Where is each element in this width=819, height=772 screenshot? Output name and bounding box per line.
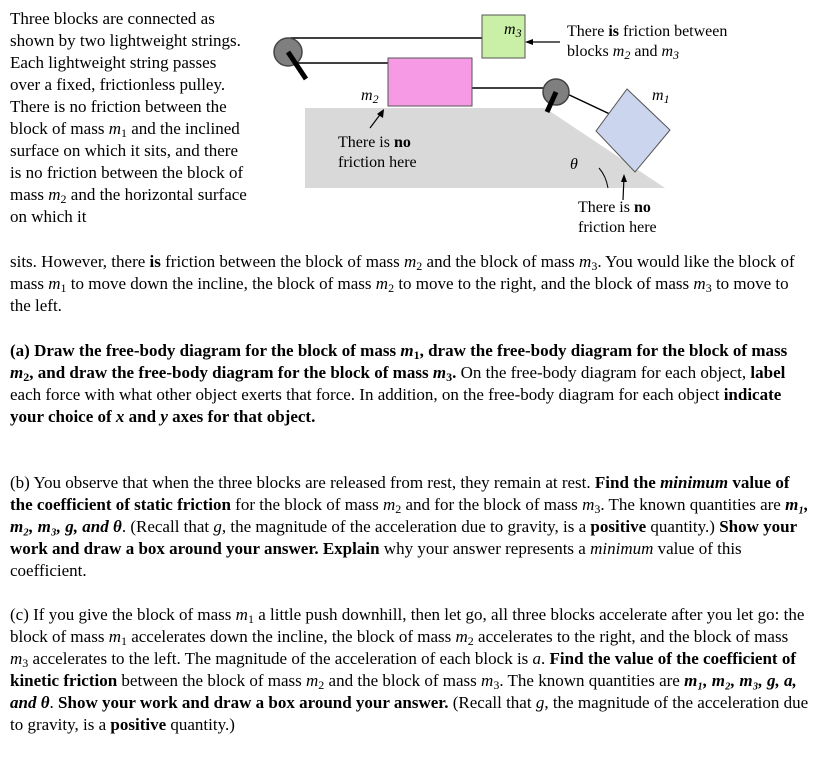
intro-column: Three blocks are connected as shown by two lightweight strings. Each lightweight string passes over a fixed, frictionless pulley. There is no friction between the block of mass $m_1$ and the inclined surface on which it sits, and there is no friction between the block of mass $m_2$ and the horizontal surface on which it — [10, 9, 247, 226]
question-c: (c) If you give the block of mass $m_1$ a little push downhill, then let go, all three blocks accelerate after you let go: the block of mass $m_1$ accelerates down the incline, the block of mass $m_2$ accelerates to the right, and the block of mass $m_3$ accelerates to the left. The magnitude of the acceleration of each block is a. Find the value of the coefficient of kinetic friction between the block of mass $m_2$ and the block of mass $m_3$. The known quantities are m₁, m₂, m₃, g, a, and θ. Show your work and draw a box around your answer. (Recall that g, the magnitude of the acceleration due to gravity, is a positive quantity.) — [10, 605, 809, 734]
question-a: (a) Draw the free-body diagram for the block of mass $m_1$, draw the free-body diagram for the block of mass $m_2$, and draw the free-body diagram for the block of mass $m_3$. On the free-body diagram for each object, label each force with what other object exerts that force. In addition, on the free-body diagram for each object indicate your choice of x and y axes for that object. — [10, 341, 788, 426]
block-m2 — [388, 58, 472, 106]
question-b: (b) You observe that when the three blocks are released from rest, they remain at rest. Find the minimum value of the coefficient of static friction for the block of mass $m_2$ and for the block of mass $m_3$. The known quantities are m₁, m₂, m₃, g, and θ. (Recall that g, the magnitude of the acceleration due to gravity, is a positive quantity.) Show your work and draw a box around your answer. Explain why your answer represents a minimum value of this coefficient. — [10, 473, 809, 580]
note-friction-m2-m3: There is friction between blocks $m_2$ and $m_3$ — [567, 23, 728, 62]
arrow-m3-head — [525, 39, 533, 45]
label-m2: $m_2$ — [361, 87, 379, 106]
label-m1: $m_1$ — [652, 87, 670, 106]
intro-continuation: sits. However, there is friction between the block of mass $m_2$ and the block of mass $m_3$. You would like the block of mass $m_1$ to move down the incline, the block of mass $m_2$ to move to the right, and the block of mass $m_3$ to move to the left. — [10, 252, 795, 315]
note-no-friction-horizontal: There is no friction here — [338, 134, 417, 171]
label-theta: θ — [570, 156, 578, 173]
note-no-friction-incline: There is no friction here — [578, 199, 657, 236]
label-m3: $m_3$ — [504, 21, 522, 40]
intro-tail: and the horizontal surface on which it — [10, 185, 247, 226]
string-pulley-to-m1 — [563, 92, 614, 116]
